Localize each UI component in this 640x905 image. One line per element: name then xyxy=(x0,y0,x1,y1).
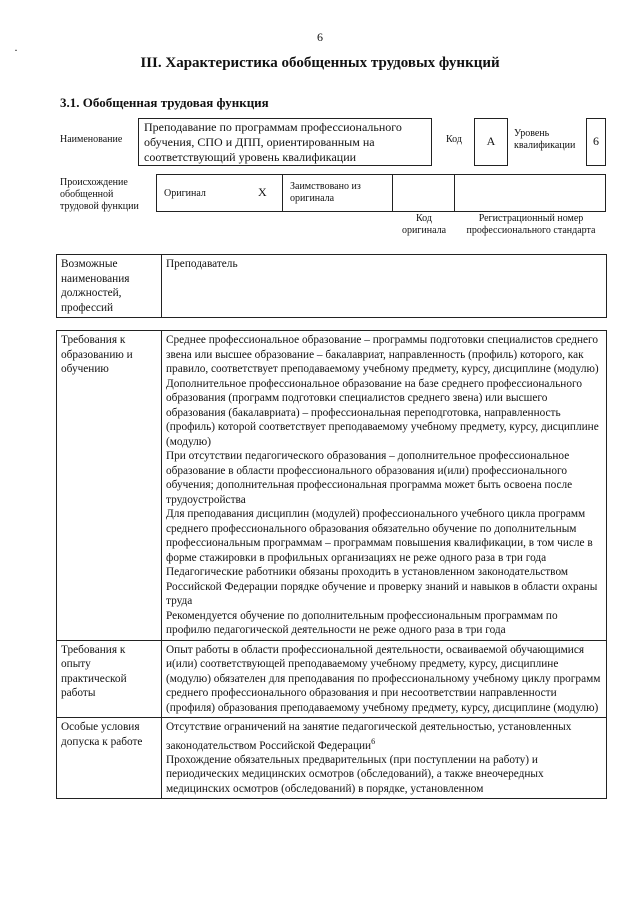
requirements-table xyxy=(56,330,607,799)
scan-mark: · xyxy=(14,43,18,57)
req-education-p3: При отсутствии педагогического образования – дополнительное профессиональное образование в области профессионального образования и(или) профессионального обучения; дополнительная профессиональная программа может быть освоена после трудоустройства xyxy=(166,450,573,506)
original-label: Оригинал xyxy=(164,188,206,199)
level-value: 6 xyxy=(593,134,599,148)
req-experience-label: Требования к опыту практической работы xyxy=(57,640,162,718)
origin-label: Происхождение обобщенной трудовой функции xyxy=(60,177,139,212)
table-row xyxy=(57,640,607,718)
req-conditions-p1 xyxy=(166,720,602,753)
name-value: Преподавание по программам профессионального обучения, СПО и ДПП, ориентированным на соответствующий уровень квалификации xyxy=(144,120,402,164)
code-value-box xyxy=(474,118,508,166)
reg-number-caption: Регистрационный номер профессионального стандарта xyxy=(466,213,596,236)
section-title: III. Характеристика обобщенных трудовых функций xyxy=(140,55,500,71)
req-education-p6: Рекомендуется обучение по дополнительным профессиональным программам по профилю педагогической деятельности не реже одного раза в три года xyxy=(166,609,558,636)
req-education-p4: Для преподавания дисциплин (модулей) профессионального учебного цикла программ среднего профессионального образования обязательно обучение по дополнительным профессиональным программам – программам повышения квалификации, в том числе в форме стажировки в профильных организациях не реже одного раза в три года xyxy=(166,508,593,564)
req-education-value xyxy=(162,331,607,641)
req-experience-p1: Опыт работы в области профессиональной деятельности, осваиваемой обучающимися и(или) соответствующей преподаваемому учебному предмету, курсу, дисциплине (модулю) обязателен для преподавания по профессиональному учебному циклу программ среднего профессионального образования и при несоответствии направленности (профиля) образования преподаваемому учебному предмету, курсу, дисциплине (модулю) xyxy=(166,643,601,714)
positions-row xyxy=(57,255,607,318)
code-original-caption: Код оригинала xyxy=(401,213,447,236)
subsection-title: 3.1. Обобщенная трудовая функция xyxy=(60,95,269,110)
req-conditions-label: Особые условия допуска к работе xyxy=(57,718,162,799)
footnote-marker: 6 xyxy=(371,736,376,746)
req-education-p1: Среднее профессиональное образование – программы подготовки специалистов среднего звена или высшее образование – бакалавриат, направленность (профиль) которого, как правило, соответствует преподаваемому учебному предмету, курсу, дисциплине (модулю) xyxy=(166,334,599,375)
req-education-p2: Дополнительное профессиональное образование на базе среднего профессионального образования (программ подготовки специалистов среднего звена) или высшего образования (бакалавриата) – профессиональная переподготовка, направленность (профиль) которой соответствует преподаваемому учебному предмету, курсу, дисциплине (модулю) xyxy=(166,377,599,448)
req-conditions-p2: Прохождение обязательных предварительных (при поступлении на работу) и периодических медицинских осмотров (обследований), а также внеочередных медицинских осмотров (обследований) в порядке, установленном xyxy=(166,753,544,795)
page-number: 6 xyxy=(317,30,323,44)
req-education-label: Требования к образованию и обучению xyxy=(57,331,162,641)
table-row xyxy=(57,718,607,799)
req-experience-value xyxy=(162,640,607,718)
positions-label: Возможные наименования должностей, профессий xyxy=(57,255,162,318)
req-conditions-value xyxy=(162,718,607,799)
positions-value: Преподаватель xyxy=(162,255,607,318)
req-education-p5: Педагогические работники обязаны проходить в установленном законодательством Российской Федерации порядке обучение и проверку знаний и навыков в области охраны труда xyxy=(166,566,598,607)
code-value: А xyxy=(486,134,496,148)
level-value-box xyxy=(586,118,606,166)
positions-table xyxy=(56,254,607,318)
table-row xyxy=(57,331,607,641)
name-value-box xyxy=(138,118,432,166)
original-mark: X xyxy=(258,185,267,199)
borrowed-label: Заимствовано из оригинала xyxy=(290,181,361,204)
name-label: Наименование xyxy=(60,134,123,145)
req-conditions-p1-text: Отсутствие ограничений на занятие педагогической деятельностью, установленных законодательством Российской Федерации xyxy=(166,721,572,752)
code-label: Код xyxy=(446,134,462,145)
level-label: Уровень квалификации xyxy=(514,128,576,151)
